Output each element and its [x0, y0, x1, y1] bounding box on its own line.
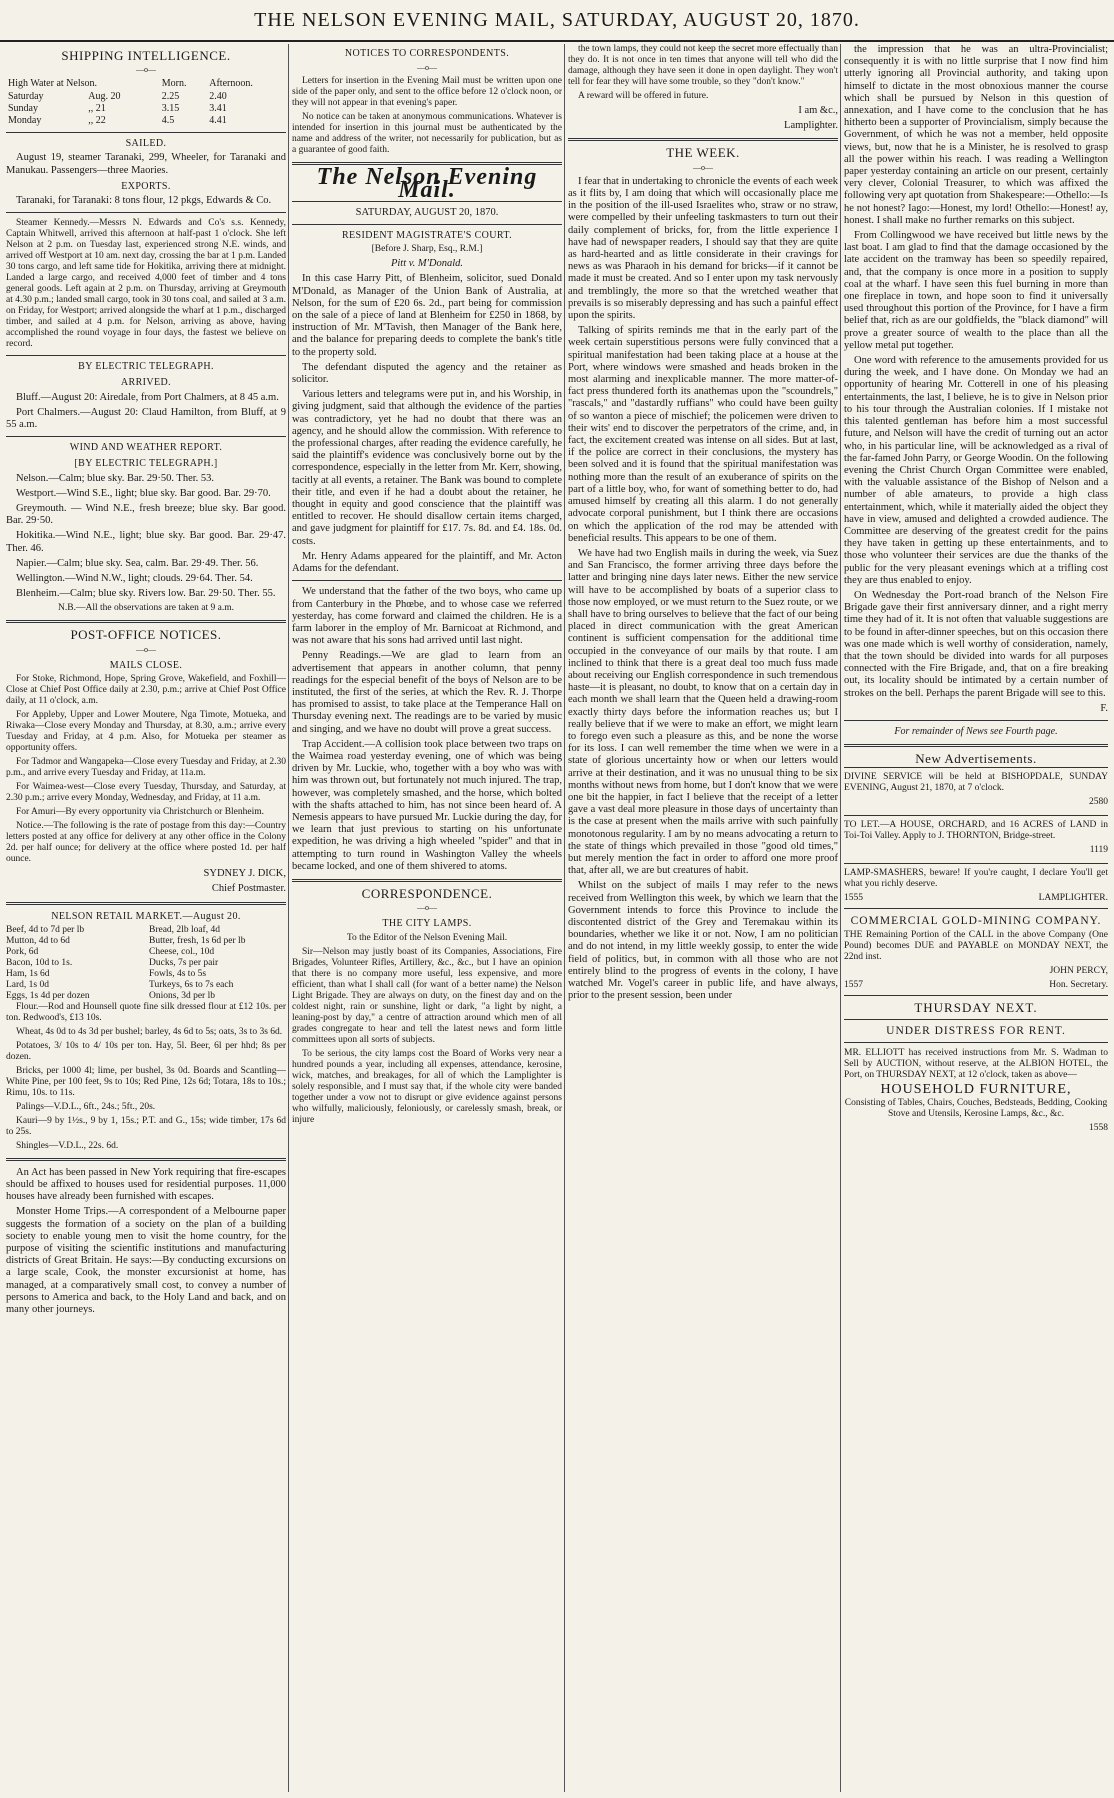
column-rule: [564, 44, 565, 1792]
week-signature: F.: [1100, 702, 1108, 714]
column-4: [844, 44, 1108, 1141]
week-paragraph: Whilst on the subject of mails I may refer to the news received from Wellington this week, by which we learn that the Government intends to force this Province to include the discontented district of the Grey and Teremakau within its boundaries, whether we like it or not. Now, I am no politician and do not intend, in my little weekly gossip, to enter the wide field of politics, but, in common with all those who are not entirely blind to the progress of events in the colony, I have watched Mr. Vogel's career in public life, and have always, prior to the present session, been under: [568, 880, 838, 1002]
news-paragraph: An Act has been passed in New York requiring that fire-escapes should be affixed to houses used for residential purposes. 11,000 houses have already been furnished with escapes.: [6, 1166, 286, 1203]
tide-afternoon: 4.41: [209, 115, 227, 127]
price-item: Cheese, col., 10d: [149, 946, 215, 957]
price-item: Onions, 3d per lb: [149, 990, 215, 1001]
weather-subheading: [BY ELECTRIC TELEGRAPH.]: [74, 458, 218, 470]
tide-afternoon: 3.41: [209, 102, 227, 114]
notice-paragraph: Letters for insertion in the Evening Mail must be written upon one side of the paper only, and sent to the office before 12 o'clock noon, or they will not appear in that evening's paper.: [292, 76, 562, 109]
tide-row: [6, 91, 286, 103]
divider: [292, 879, 562, 882]
divider: [6, 212, 286, 213]
price-item: Ducks, 7s per pair: [149, 957, 219, 968]
weather-line: Hokitika.—Wind N.E., light; blue sky. Bar good. Bar. 29·47. Ther. 46.: [6, 530, 286, 554]
tide-day: Sunday: [8, 102, 38, 114]
court-heading: RESIDENT MAGISTRATE'S COURT.: [341, 230, 513, 242]
tide-day: Monday: [8, 115, 42, 127]
tide-day: Saturday: [8, 90, 44, 102]
market-paragraph: Shingles—V.D.L., 22s. 6d.: [16, 1140, 119, 1151]
ad-text: MR. ELLIOTT has received instructions from Mr. S. Wadman to Sell by AUCTION, without reserve, at the ALBION HOTEL, the Port, on THURSDAY NEXT, at 12 o'clock, taken as above—: [844, 1047, 1108, 1080]
divider: [6, 1158, 286, 1161]
weather-line: Westport.—Wind S.E., light; blue sky. Bar good. Bar. 29·70.: [16, 487, 271, 499]
tide-morn: 2.25: [161, 90, 180, 102]
divider: [292, 580, 562, 581]
tide-header-morn: Morn.: [161, 78, 187, 90]
weather-heading: WIND AND WEATHER REPORT.: [69, 442, 223, 454]
exports-heading: EXPORTS.: [121, 180, 171, 192]
ad-footer: [844, 893, 1108, 904]
mail-item: For Waimea-west—Close every Tuesday, Thursday, and Saturday, at 2.30 p.m.; arrive every Monday, Wednesday, and Friday, at 11 a.m.: [6, 782, 286, 804]
paper-title: The Nelson Evening Mail.: [316, 164, 538, 203]
ornament: —o—: [693, 162, 713, 172]
court-paragraph: In this case Harry Pitt, of Blenheim, solicitor, sued Donald M'Donald, as Manager of the Union Bank of Australia, at Nelson, for the sum of £20 6s. 2d., part being for commission on the sale of a piece of land at Blenheim for £250 in 1868, by instruction of Mr. M'Tavish, then Manager of the Bank here, and the balance for preparing deeds to complete the bank's title to the property sold.: [292, 273, 562, 358]
price-item: Mutton, 4d to 6d: [6, 935, 70, 946]
column-2: [292, 44, 562, 1129]
tide-date: Aug. 20: [88, 90, 121, 102]
ad-number: 1558: [1089, 1123, 1108, 1134]
ad-text: THE Remaining Portion of the CALL in the above Company (One Pound) becomes DUE and PAYABLE on MONDAY NEXT, the 22nd inst.: [844, 929, 1108, 962]
week-paragraph: One word with reference to the amusements provided for us during the week, and I have done. On Monday we had an opportunity of hearing Mr. Cotterell in one of his pleasing entertainments, the last, I believe, he is to give in Nelson prior to his tour through the Australian colonies. If I mistake not this talented gentleman has before him a most successful future, and Nelson will have the credit of turning out an actor who, in his particular line, will be acknowledged as a rival of the far-famed John Parry, or George Woodin. On the following evening the Christ Church Organ Committee were enabled, with the valuable assistance of the Bishop of Nelson and a number of able amateurs, to provide a high class entertainment, which, while it materially aided the object they have in view, amused and delighted a crowded audience. The Committee are deserving of the greatest credit for the pains they have taken in getting up these entertainments, and to those who volunteer their services are due the thanks of the public for the very pleasant evenings which at a trifling cost they are thus enabled to enjoy.: [844, 355, 1108, 586]
divider: [844, 720, 1108, 721]
week-paragraph: On Wednesday the Port-road branch of the Nelson Fire Brigade gave their first anniversary dinner, and a right merry time they had of it. It is not often that valuable suggestions are to be found in after-dinner speeches, but on this occasion there was one made which is well worthy of consideration, namely, that the town should be divided into wards for all purposes connected with the Fire Brigade, and, that on a fire breaking out, its locality should be intimated by a certain number of strokes on the bell. Perhaps the parent Brigade will see to this.: [844, 589, 1108, 699]
shipping-heading: SHIPPING INTELLIGENCE.: [61, 48, 231, 63]
arrived-heading: ARRIVED.: [120, 377, 172, 389]
market-heading: NELSON RETAIL MARKET.—August 20.: [51, 910, 241, 922]
correspondence-heading: CORRESPONDENCE.: [361, 885, 493, 901]
weather-line: Napier.—Calm; blue sky. Sea, calm. Bar. 29·49. Ther. 56.: [16, 557, 259, 569]
tide-header-place: High Water at Nelson.: [8, 78, 97, 90]
city-lamps-heading: THE CITY LAMPS.: [382, 918, 472, 930]
week-paragraph: the impression that he was an ultra-Provincialist; consequently it is with no little surprise that I now find him utterly ignoring all Provincial authority, and taking upon himself to dictate in the most obnoxious manner the course which shall be pursued by Nelson in this question of annexation, and I have come to the conclusion that he has hitherto been a supporter of Provincialism, simply because the Government, of which he was not a member, held opposite views, but, now that he is a Minister, he is resolved to grasp all the power within his reach. I was reading a Wellington paper yesterday containing an article on our present, certainly very clever, Colonial Treasurer, to which was affixed the following very apt quotation from Shakespeare:—Othello:—Is he not honest? Iago:—Honest, my lord! Othello:—Honest! ay, honest. I shall make no further remarks on this subject.: [844, 44, 1108, 226]
ornament: —o—: [417, 63, 437, 73]
ad-signature-title: Hon. Secretary.: [1049, 979, 1108, 990]
ornament: —o—: [417, 903, 437, 913]
ad-signature: JOHN PERCY,: [1049, 965, 1108, 976]
market-paragraph: Palings—V.D.L., 6ft., 24s.; 5ft., 20s.: [16, 1101, 156, 1112]
column-rule: [840, 44, 841, 1792]
market-prices: [6, 925, 286, 1002]
masthead: THE NELSON EVENING MAIL, SATURDAY, AUGUST 20, 1870.: [0, 0, 1114, 42]
news-paragraph: Trap Accident.—A collision took place between two traps on the Waimea road yesterday evening, one of which was being driven by Mr. Luckie, who, together with a boy who was with him was thrown out, but fortunately not much injured. The trap, however, was completely smashed, and the horse, which bolted with the shafts attached to him, has not since been heard of. A Nemesis appears to have pursued Mr. Luckie during the day, for we learn that just previous to starting on his unfortunate expedition, he was driving a high wheeled "spider" and that in attempting to turn round in Washington Valley the wheels became locked, and one of them shivered to atoms.: [292, 738, 562, 872]
news-paragraph: Penny Readings.—We are glad to learn from an advertisement that appears in another column, that penny readings for the especial benefit of the boys of Nelson are to be instituted, the first of the series, at which the Rev. R. J. Thorpe has promised to assist, to take place at the Temperance Hall on Thursday evening next. The readings are to be varied by music and singing, and we have no doubt will prove a great success.: [292, 650, 562, 735]
divider: [292, 224, 562, 225]
tide-afternoon: 2.40: [209, 90, 227, 102]
thursday-heading: THURSDAY NEXT.: [914, 999, 1038, 1015]
tide-header-afternoon: Afternoon.: [209, 78, 253, 90]
advertisement: [844, 767, 1108, 815]
letter-paragraph: To be serious, the city lamps cost the Board of Works very near a hundred pounds a year, including all expenses, attendance, kerosine, wick, matches, and breakages, for all of which the Lamplighter is solely responsible, and I must say that, if the whole city were banded together under a vow not to disrupt or give evidence against persons who wilfully, maliciously, feloniously, or carelessly smash, break, or injure: [292, 1048, 562, 1125]
ad-footer: [844, 980, 1108, 991]
court-before: [Before J. Sharp, Esq., R.M.]: [371, 244, 483, 255]
divider: [6, 620, 286, 623]
ad-text: LAMP-SMASHERS, beware! If you're caught, I declare You'll get what you richly deserve.: [844, 868, 1108, 890]
ad-number: 1119: [1089, 845, 1108, 856]
weather-line: Greymouth. — Wind N.E., fresh breeze; blue sky. Bar good. Bar. 29·50.: [6, 503, 286, 527]
court-paragraph: Various letters and telegrams were put in, and his Worship, in giving judgment, said that although the evidence of the parties was contradictory, yet he had no doubt that there was an agency, and he should allow the commission. With reference to the professional charges, after reading the evidence carefully, he said the plaintiff's evidence was conclusively borne out by the correspondence, especially in the letter from Mr. Kerr, showing, tacitly at all events, a retainer. The Bank was bound to complete their title, and even if he had a doubt about the retainer, he thought in equity and good conscience that the plaintiff was entitled to recover. He should disallow certain items charged, and gave judgment for plaintiff for £17. 7s. 8d. and £4. 18s. 0d. costs.: [292, 389, 562, 547]
furniture-heading: HOUSEHOLD FURNITURE,: [880, 1081, 1072, 1097]
ad-signature: LAMPLIGHTER.: [1038, 893, 1108, 904]
mails-close-heading: MAILS CLOSE.: [109, 659, 183, 671]
gold-mining-heading: COMMERCIAL GOLD-MINING COMPANY.: [850, 915, 1102, 928]
advertisement: [844, 995, 1108, 1142]
letter-paragraph: Sir—Nelson may justly boast of its Companies, Associations, Fire Brigades, Volunteer Rifles, Artillery, &c., &c., but I have an opinion that there is no company more useful, less expensive, and more efficient, than what I shall call (for want of a better name) the Nelson Light Brigade. They are always on duty, on the finest day and on the coldest night, rain or sunshine, light or dark, "a light by night, a leaning-post by day," a centre of attraction around which men of all grades congregate to hear and tell the latest news and form little committees upon all sorts of subjects.: [292, 946, 562, 1045]
price-item: Lard, 1s 0d: [6, 979, 50, 990]
price-item: Eggs, 1s 4d per dozen: [6, 990, 90, 1001]
mail-item: For Tadmor and Wangapeka—Close every Tuesday and Friday, at 2.30 p.m., and arrive every Tuesday and Friday, at 11a.m.: [6, 757, 286, 779]
mail-item: For Amuri—By every opportunity via Christchurch or Blenheim.: [16, 807, 265, 818]
divider: [6, 132, 286, 133]
divider: [568, 138, 838, 141]
chalmers-arrival: Port Chalmers.—August 20: Claud Hamilton, from Bluff, at 9 55 a.m.: [6, 406, 286, 431]
court-paragraph: Mr. Henry Adams appeared for the plaintiff, and Mr. Acton Adams for the defendant.: [292, 550, 562, 575]
sailed-text: August 19, steamer Taranaki, 299, Wheeler, for Taranaki and Manukau. Passengers—three Maories.: [6, 152, 286, 176]
advertisement: [844, 815, 1108, 863]
sailed-heading: SAILED.: [125, 138, 167, 150]
price-item: Butter, fresh, 1s 6d per lb: [149, 935, 246, 946]
mail-item: For Stoke, Richmond, Hope, Spring Grove, Wakefield, and Foxhill—Close at Chief Post Office daily at 2.30, p.m.; arrive at Chief Post Office daily, at 11 o'clock, a.m.: [6, 674, 286, 707]
notice-paragraph: No notice can be taken at anonymous communications. Whatever is intended for insertion in this journal must be authenticated by the name and address of the writer, not necessarily for publication, but as a guarantee of good faith.: [292, 112, 562, 156]
tide-row: [6, 103, 286, 115]
postmaster-title: Chief Postmaster.: [211, 883, 286, 895]
weather-line: Blenheim.—Calm; blue sky. Rivers low. Bar. 29·50. Ther. 55.: [16, 588, 276, 600]
weather-line: Wellington.—Wind N.W., light; clouds. 29·64. Ther. 54.: [16, 573, 253, 585]
letter-signature: Lamplighter.: [784, 120, 838, 132]
court-case: Pitt v. M'Donald.: [390, 258, 464, 270]
letter-sign: I am &c.,: [798, 105, 838, 116]
paper-date: SATURDAY, AUGUST 20, 1870.: [355, 206, 499, 218]
price-item: Beef, 4d to 7d per lb: [6, 924, 85, 935]
postmaster-signature: SYDNEY J. DICK,: [203, 868, 286, 880]
divider: [844, 1019, 1108, 1020]
market-paragraph: Kauri—9 by 1½s., 9 by 1, 15s.; P.T. and G., 15s; wide timber, 17s 6d to 25s.: [6, 1115, 286, 1137]
weather-note: N.B.—All the observations are taken at 9 a.m.: [58, 603, 234, 614]
price-item: Bread, 2lb loaf, 4d: [149, 924, 220, 935]
divider: [6, 902, 286, 905]
tide-table: [6, 78, 286, 127]
ad-number: 1557: [844, 979, 863, 990]
postage-notice: Notice.—The following is the rate of postage from this day:—Country letters posted at any office for delivery at any other office in the Colony 2d. per half ounce; for delivery at the office where posted 1d. per half ounce.: [6, 821, 286, 865]
post-office-heading: POST-OFFICE NOTICES.: [70, 627, 222, 643]
mail-item: For Appleby, Upper and Lower Moutere, Nga Timote, Motueka, and Riwaka—Close every Monday and Thursday, at 8.30, a.m.; arrive every Tuesday and Friday, at 4 p.m. Also, for Motueka per steamer as opportunity offers.: [6, 710, 286, 754]
advertisement: [844, 908, 1108, 994]
week-paragraph: I fear that in undertaking to chronicle the events of each week as it flits by, I am doing that which will occasionally place me in the position of the ill-used Israelites who, straw or no straw, were compelled by their unfeeling taskmasters to turn out their daily complement of bricks, for, from the little experience I have had of newspaper readers, I should say that they are quite as hard-hearted and as little considerate in their cravings for news as was Pharaoh in his demand for bricks—if it cannot be made it must be created. And so I enter upon my task nervously and tremblingly, the more so that the wretched weather that prevails is so miserably depressing and has such a painful effect upon the spirits.: [568, 175, 838, 322]
tide-header-row: [6, 78, 286, 90]
news-paragraph: We understand that the father of the two boys, who came up from Canterbury in the Phœbe, and to whose case we referred yesterday, has come forward and claimed the children. He is a farm laborer in the employ of Mr. Barnicoat at Richmond, and was not aware that his sons had arrived until last night.: [292, 586, 562, 647]
court-paragraph: The defendant disputed the agency and the retainer as solicitor.: [292, 361, 562, 386]
divider: [6, 355, 286, 356]
distress-heading: UNDER DISTRESS FOR RENT.: [886, 1024, 1066, 1037]
tide-row: [6, 115, 286, 127]
the-week-heading: THE WEEK.: [666, 145, 740, 161]
weather-line: Nelson.—Calm; blue sky. Bar. 29·50. Ther. 53.: [16, 472, 215, 484]
tide-date: ,, 22: [88, 115, 106, 127]
ad-text: DIVINE SERVICE will be held at BISHOPDALE, SUNDAY EVENING, August 21, 1870, at 7 o'clock.: [844, 772, 1108, 794]
price-item: Turkeys, 6s to 7s each: [149, 979, 234, 990]
column-rule: [288, 44, 289, 1792]
tide-morn: 4.5: [161, 115, 175, 127]
price-item: Bacon, 10d to 1s.: [6, 957, 73, 968]
tide-date: ,, 21: [88, 102, 106, 114]
letter-continuation: the town lamps, they could not keep the secret more effectually than they do. It is not once in ten times that anyone will tell who did the damage, although they have seen it done in open daylight. They won't tell for fear they will have some trouble, so they "don't know.": [568, 44, 838, 87]
market-paragraph: Potatoes, 3/ 10s to 4/ 10s per ton. Hay, 5l. Beer, 6l per hhd; 8s per dozen.: [6, 1040, 286, 1062]
week-paragraph: Talking of spirits reminds me that in the early part of the week certain superstitious persons were fully convinced that a spiritual manifestation had been taking place at a house at the Port, where windows were smashed and heads broken in the most alarming and inexplicable manner. The more matter-of-fact press thundered forth its anathemas upon the "scoundrels," "rascals," and "dastardly ruffians" who could have been guilty of so wanton a piece of mischief; the policemen were driven to their wits' end to discover the perpetrators of the crime, and, in fact, the excitement created was intense on all sides. But at last, if the police are correct in their conclusions, the mystery has been solved and it is found that the spiritual manifestation was nothing more than the result of an exuberance of spirits on the part of a little boy, who, for want of something better to do, had amused himself by creating all this alarm. I do not generally advocate corporal punishment, but I think there are occasions on which the application of the rod may be attended with beneficial results. This appears to be one of them.: [568, 325, 838, 544]
market-paragraph: Bricks, per 1000 4l; lime, per bushel, 3s 0d. Boards and Scantling—White Pine, per 100 feet, 9s to 10s; Red Pine, 12s 6d; Totara, 18s to 10s.; Rimu, 10s. to 11s.: [6, 1065, 286, 1098]
market-paragraph: Flour.—Rod and Hounsell quote fine silk dressed flour at £12 10s. per ton. Redwood's, £13 10s.: [6, 1001, 286, 1023]
divider: [6, 436, 286, 437]
ad-text: TO LET.—A HOUSE, ORCHARD, and 16 ACRES of LAND in Toi-Toi Valley. Apply to J. THORNTON, Bridge-street.: [844, 820, 1108, 842]
notices-heading: NOTICES TO CORRESPONDENTS.: [344, 48, 510, 59]
week-paragraph: We have had two English mails in during the week, via Suez and San Francisco, the former arriving three days before the latter and bringing nine days later news. Either the new service will have to be accomplished by boats of a superior class to those now employed, or we must return to the Suez route, or we shall have to bring ourselves to believe that the fact of our being placed in direct communication with the great American continent is sufficient compensation for the additional time occupied in the conveyance of our mails by that route. I am inclined to think that there is a great deal too much fuss made about receiving our English correspondence in such tremendous haste—it is pleasant, no doubt, to know that on a certain day in each month we shall learn that the Queen held a drawing-room exactly thirty days before the information reaches us; but I really believe that if we were to make an effort, we might learn to forego even such a pleasure as this, and be none the worse for its loss. I can well remember the time when we were in a state of glorious uncertainty how or when our letters would arrive at their destination, and it was no unusual thing to be six months without news from home, but I don't know that we were one bit the happier, in fact I believe that the receipt of a letter gave a vast deal more pleasure in those days of uncertainty than is the case at present when the mails arrive with such painfully monotonous regularity. I am by no means advocating a return to the state of things which prevailed in those "good old times," but merely mention the fact in order to afford one more proof that, after all, we are but creatures of habit.: [568, 547, 838, 877]
ad-number: 2580: [1089, 797, 1108, 808]
divider: [844, 744, 1108, 747]
price-item: Ham, 1s 6d: [6, 968, 50, 979]
column-3: [568, 44, 838, 1005]
week-paragraph: From Collingwood we have received but little news by the last boat. I am glad to find that the damage occasioned by the late accident on the tramway has been so speedily repaired, and, that the company is once more in a position to supply coal at the wharf. I have seen this fuel burning in more than one fireplace in town, and hope soon to find it universally used throughout this portion of the Province, for I have a firm belief that, rich as are our goldfields, the "black diamond" will prove a greater source of wealth to the place than all the yellow metal put together.: [844, 230, 1108, 351]
price-item: Fowls, 4s to 5s: [149, 968, 207, 979]
tide-morn: 3.15: [161, 102, 180, 114]
new-ads-heading: New Advertisements.: [915, 751, 1037, 767]
telegraph-heading: BY ELECTRIC TELEGRAPH.: [78, 361, 214, 373]
ad-number: 1555: [844, 893, 863, 904]
news-paragraph: Monster Home Trips.—A correspondent of a Melbourne paper suggests the formation of a society on the plan of a building society to enable young men to visit the home country, for the purpose of visiting the scientific institutions and manufacturing districts of Great Britain. He says:—By conducting excursions on a large scale, Cook, the monster excursionist at home, has managed, at a comparatively small cost, to convey a number of persons to America and back, to the Holy Land and back, and on many other journeys.: [6, 1206, 286, 1315]
bluff-arrival: Bluff.—August 20: Airedale, from Port Chalmers, at 8 45 a.m.: [16, 391, 279, 403]
letter-salutation: To the Editor of the Nelson Evening Mail.: [346, 932, 508, 943]
advertisement: [844, 863, 1108, 908]
exports-text: Taranaki, for Taranaki: 8 tons flour, 12 pkgs, Edwards & Co.: [16, 195, 272, 207]
reward-line: A reward will be offered in future.: [578, 91, 709, 101]
market-left: [6, 925, 143, 1002]
ornament: —o—: [136, 65, 156, 75]
column-1: [6, 44, 286, 1319]
kennedy-report: Steamer Kennedy.—Messrs N. Edwards and Co's s.s. Kennedy, Captain Whitwell, arrived this afternoon at half-past 1 o'clock. She left Nelson at 2 p.m. on Tuesday last, experienced strong N.E. winds, and arrived off Westport at 10 am. next day, crossing the bar at 1 p.m. Landed 30 tons cargo, and left same tide for Hokitika, arriving there at midnight. Landed a large cargo, and received 4,000 feet of timber and 4 tons general goods. Left again at 2 p.m. on Thursday, arriving at Greymouth at 4.30 p.m.; landed small cargo, took in 30 tons coal, and sailed at 3 a.m. on Friday, for Westport; arrived alongside the wharf at 1 p.m., discharged timber, and sailed at 4 p.m. for Nelson, arriving as above, having accomplished the round voyage in four days, the fastest we believe on record.: [6, 218, 286, 350]
divider: [844, 1042, 1108, 1043]
market-paragraph: Wheat, 4s 0d to 4s 3d per bushel; barley, 4s 6d to 5s; oats, 3s to 3s 6d.: [16, 1026, 283, 1037]
market-right: [149, 925, 286, 1002]
remainder-note: For remainder of News see Fourth page.: [894, 725, 1058, 737]
ad-text: Consisting of Tables, Chairs, Couches, Bedsteads, Bedding, Cooking Stove and Utensils, Kerosine Lamps, &c., &c.: [844, 1098, 1108, 1120]
price-item: Pork, 6d: [6, 946, 39, 957]
ornament: —o—: [136, 644, 156, 654]
